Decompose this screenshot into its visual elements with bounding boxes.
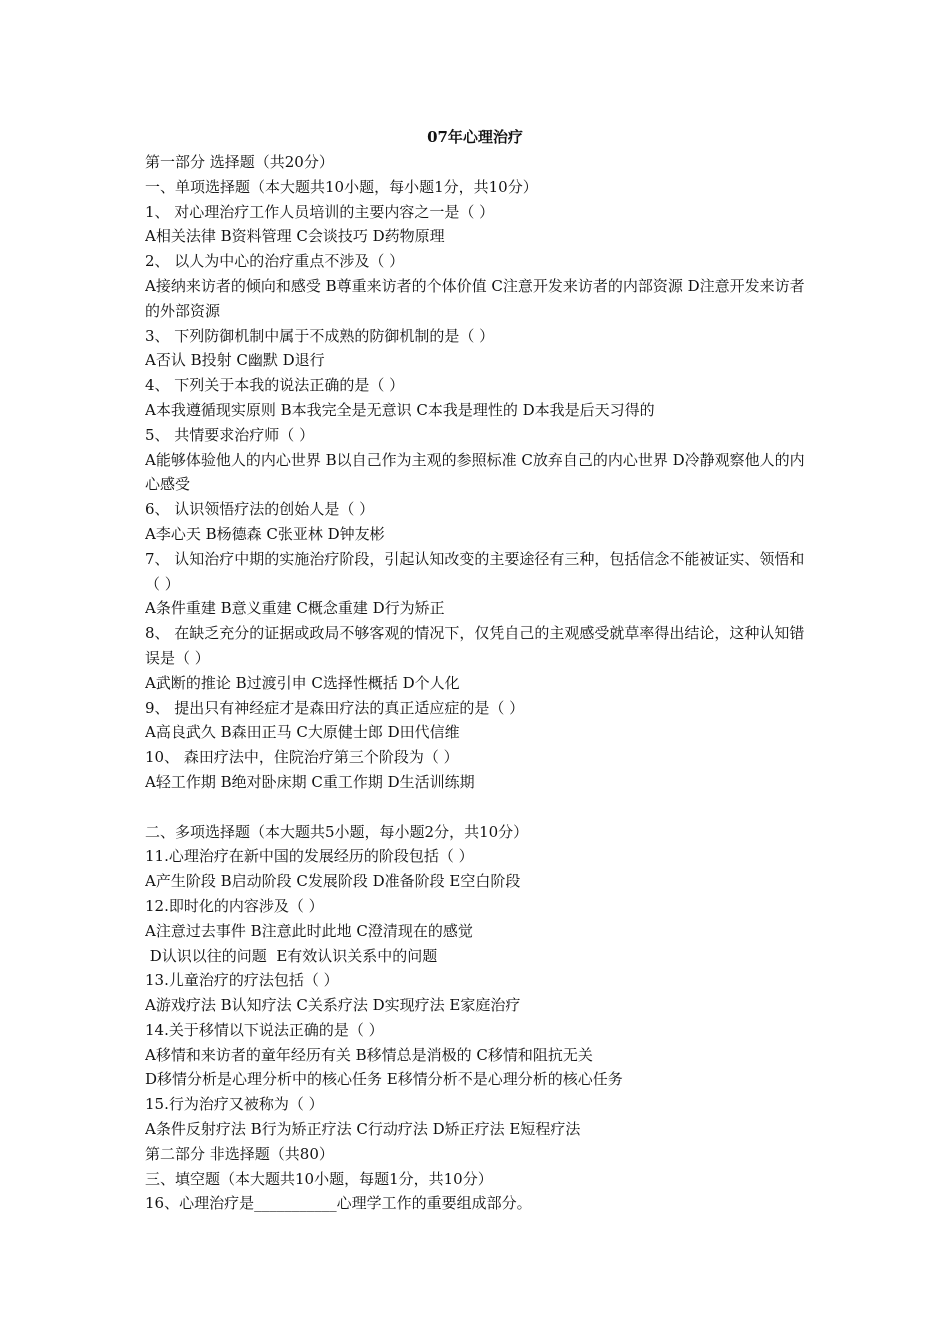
question-12: 12.即时化的内容涉及（ ） <box>145 896 324 915</box>
question-6-options: A李心天 B杨德森 C张亚林 D钟友彬 <box>145 524 385 543</box>
question-9: 9、 提出只有神经症才是森田疗法的真正适应症的是（ ） <box>145 698 525 717</box>
question-4: 4、 下列关于本我的说法正确的是（ ） <box>145 376 405 395</box>
question-12-options-a-c: A注意过去事件 B注意此时此地 C澄清现在的感觉 <box>145 921 473 940</box>
question-14-options-a-c: A移情和来访者的童年经历有关 B移情总是消极的 C移情和阻抗无关 <box>145 1045 593 1064</box>
question-14-options-d-e: D移情分析是心理分析中的核心任务 E移情分析不是心理分析的核心任务 <box>145 1070 623 1089</box>
question-12-options-d-e: D认识以往的问题 E有效认识关系中的问题 <box>145 946 438 965</box>
blank-line <box>145 795 811 820</box>
document-body <box>145 150 811 1216</box>
question-13: 13.儿童治疗的疗法包括（ ） <box>145 971 339 990</box>
question-8-options: A武断的推论 B过渡引申 C选择性概括 D个人化 <box>145 673 460 692</box>
question-13-options: A游戏疗法 B认知疗法 C关系疗法 D实现疗法 E家庭治疗 <box>145 996 521 1015</box>
question-14: 14.关于移情以下说法正确的是（ ） <box>145 1020 384 1039</box>
section-single-choice-heading: 一、单项选择题（本大题共10小题，每小题1分，共10分） <box>145 177 538 196</box>
question-9-options: A高良武久 B森田正马 C大原健士郎 D田代信维 <box>145 723 460 742</box>
question-4-options: A本我遵循现实原则 B本我完全是无意识 C本我是理性的 D本我是后天习得的 <box>145 400 655 419</box>
question-16: 16、心理治疗是___________心理学工作的重要组成部分。 <box>145 1194 532 1213</box>
section-multiple-choice-heading: 二、多项选择题（本大题共5小题，每小题2分，共10分） <box>145 822 529 841</box>
part-two-heading: 第二部分 非选择题（共80） <box>145 1144 334 1163</box>
question-6: 6、 认识领悟疗法的创始人是（ ） <box>145 500 375 519</box>
question-15: 15.行为治疗又被称为（ ） <box>145 1095 324 1114</box>
question-2-options: A接纳来访者的倾向和感受 B尊重来访者的个体价值 C注意开发来访者的内部资源 D注意开发来访者的外部资源 <box>145 276 805 320</box>
question-7-options: A条件重建 B意义重建 C概念重建 D行为矫正 <box>145 599 445 618</box>
section-fill-blank-heading: 三、填空题（本大题共10小题，每题1分，共10分） <box>145 1169 493 1188</box>
part-one-heading: 第一部分 选择题（共20分） <box>145 153 334 171</box>
question-11: 11.心理治疗在新中国的发展经历的阶段包括（ ） <box>145 847 474 866</box>
question-1: 1、 对心理治疗工作人员培训的主要内容之一是（ ） <box>145 202 495 221</box>
question-10: 10、 森田疗法中，住院治疗第三个阶段为（ ） <box>145 748 459 767</box>
question-7: 7、 认知治疗中期的实施治疗阶段，引起认知改变的主要途径有三种，包括信念不能被证实、领悟和（ ） <box>145 549 805 593</box>
question-3-options: A否认 B投射 C幽默 D退行 <box>145 351 325 370</box>
question-11-options: A产生阶段 B启动阶段 C发展阶段 D准备阶段 E空白阶段 <box>145 872 521 891</box>
question-8: 8、 在缺乏充分的证据或政局不够客观的情况下，仅凭自己的主观感受就草率得出结论，这种认知错误是（ ） <box>145 624 805 667</box>
document-title: 07年心理治疗 <box>427 128 523 146</box>
question-3: 3、 下列防御机制中属于不成熟的防御机制的是（ ） <box>145 326 495 345</box>
question-10-options: A轻工作期 B绝对卧床期 C重工作期 D生活训练期 <box>145 772 475 791</box>
question-2: 2、 以人为中心的治疗重点不涉及（ ） <box>145 252 405 271</box>
question-5: 5、 共情要求治疗师（ ） <box>145 425 315 444</box>
question-1-options: A相关法律 B资料管理 C会谈技巧 D药物原理 <box>145 227 445 246</box>
question-15-options: A条件反射疗法 B行为矫正疗法 C行动疗法 D矫正疗法 E短程疗法 <box>145 1120 581 1139</box>
question-5-options: A能够体验他人的内心世界 B以自己作为主观的参照标准 C放弃自己的内心世界 D冷静观察他人的内心感受 <box>145 450 805 494</box>
